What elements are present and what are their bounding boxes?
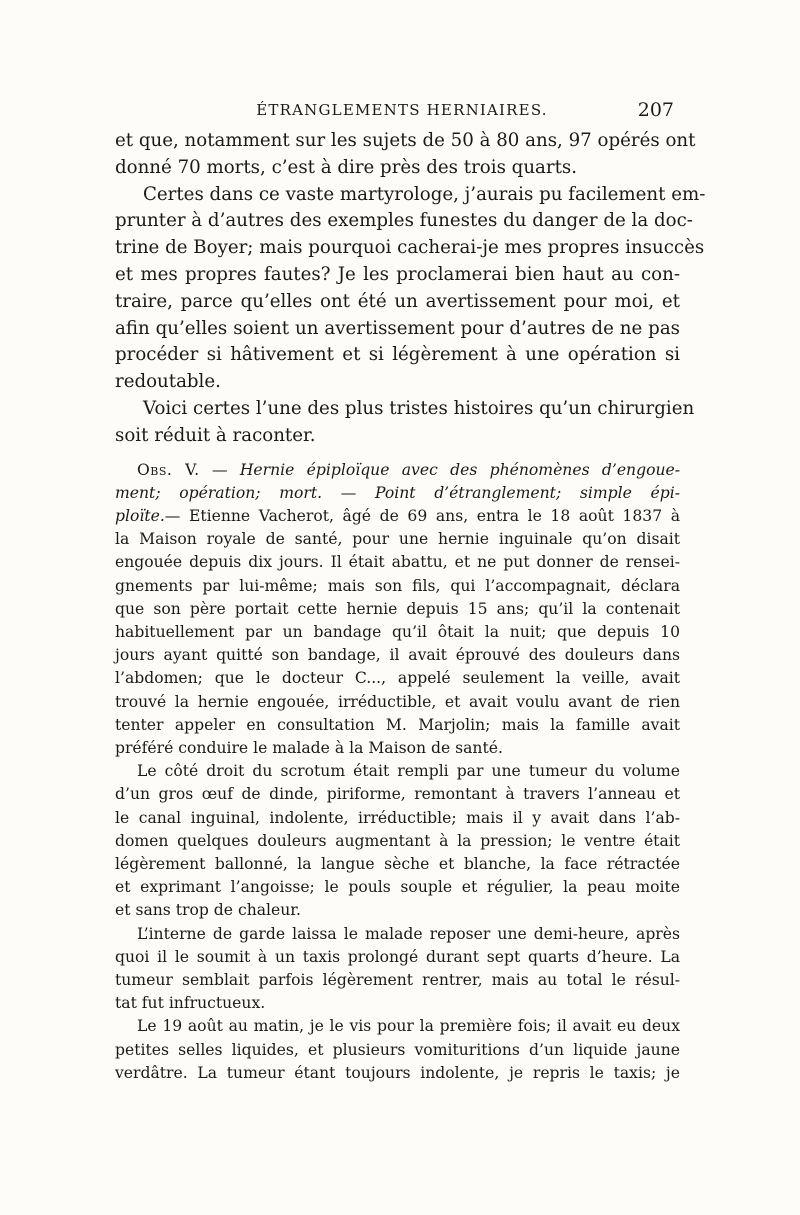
text-line: tat fut infructueux. [115,994,266,1013]
observation-label: Obs. V. [137,460,200,479]
text-line: petites selles liquides, et plusieurs vomituritions d’un liquide jaune [115,1040,680,1059]
observation-title-line: ment; opération; mort. — Point d’étranglement; simple épi- [115,483,680,502]
text-line: Voici certes l’une des plus tristes histoires qu’un chirurgien [143,397,695,419]
paragraph-scrotum [115,760,680,922]
text-line: prunter à d’autres des exemples funestes du danger de la doc- [115,210,693,232]
text-line: trine de Boyer; mais pourquoi cacherai-je mes propres insuccès [115,237,705,259]
observation-title-line [115,505,680,528]
paragraph-martyrologe [115,182,706,396]
text-line: soit réduit à raconter. [115,424,316,446]
text-line: L’interne de garde laissa le malade reposer une demi-heure, après [137,924,680,943]
text-line: quoi il le soumit à un taxis prolongé durant sept quarts d’heure. La [115,947,680,966]
paragraph-voici [115,396,695,450]
text-line: habituellement par un bandage qu’il ôtait la nuit; que depuis 10 [115,622,680,641]
text-line: afin qu’elles soient un avertissement pour d’autres de ne pas [115,317,680,339]
text-line: jours ayant quitté son bandage, il avait éprouvé des douleurs dans [115,646,680,665]
text-line: légèrement ballonné, la langue sèche et blanche, la face rétractée [115,855,680,874]
text-line: l’abdomen; que le docteur C..., appelé seulement la veille, avait [115,669,680,688]
text-line: redoutable. [115,371,221,393]
observation-text-start: — Etienne Vacherot, âgé de 69 ans, entra le 18 août 1837 à [164,506,680,525]
text-line: et que, notamment sur les sujets de 50 à 80 ans, 97 opérés ont [115,130,696,151]
text-line: et exprimant l’angoisse; le pouls souple et régulier, la peau moite [115,878,680,897]
text-line: tenter appeler en consultation M. Marjolin; mais la famille avait [115,715,680,734]
text-line: trouvé la hernie engouée, irréductible, et avait voulu avant de rien [115,692,680,711]
text-line: Certes dans ce vaste martyrologe, j’aurais pu facilement em- [143,183,706,205]
page-number: 207 [637,99,674,121]
text-line: Le 19 août au matin, je le vis pour la première fois; il avait eu deux [137,1017,680,1036]
text-line: procéder si hâtivement et si légèrement à une opération si [115,344,680,366]
observation-title-line [115,459,680,482]
page-body [115,128,706,1085]
text-line: et sans trop de chaleur. [115,901,301,920]
observation-title: — Hernie épiploïque avec des phénomènes d’engoue- [199,460,680,479]
paragraph-interne [115,923,680,1016]
text-line: gnements par lui-même; mais son fils, qui l’accompagnait, déclara [115,576,680,595]
text-line: traire, parce qu’elles ont été un avertissement pour moi, et [115,290,680,312]
text-line: verdâtre. La tumeur étant toujours indolente, je repris le taxis; je [115,1063,680,1082]
text-line: préféré conduire le malade à la Maison de santé. [115,739,503,757]
text-line: domen quelques douleurs augmentant à la pression; le ventre était [115,831,680,850]
running-title: ÉTRANGLEMENTS HERNIAIRES. [256,101,548,119]
text-line: d’un gros œuf de dinde, piriforme, remontant à travers l’anneau et [115,785,680,804]
text-line: donné 70 morts, c’est à dire près des trois quarts. [115,156,577,178]
text-line: et mes propres fautes? Je les proclamerai bien haut au con- [115,263,680,285]
observation-title-end: ploïte. [115,506,165,525]
text-line: la Maison royale de santé, pour une hernie inguinale qu’on disait [115,530,680,549]
paragraph-continuation [115,128,696,182]
text-line: tumeur semblait parfois légèrement rentrer, mais au total le résul- [115,971,680,990]
text-line: Le côté droit du scrotum était rempli par une tumeur du volume [137,762,680,781]
paragraph-19-aout [115,1015,680,1085]
observation-block [115,459,680,761]
page-header [130,99,674,121]
text-line: engouée depuis dix jours. Il était abattu, et ne put donner de rensei- [115,553,680,572]
text-line: le canal inguinal, indolente, irréductible; mais il y avait dans l’ab- [115,808,680,827]
text-line: que son père portait cette hernie depuis 15 ans; qu’il la contenait [115,599,680,618]
